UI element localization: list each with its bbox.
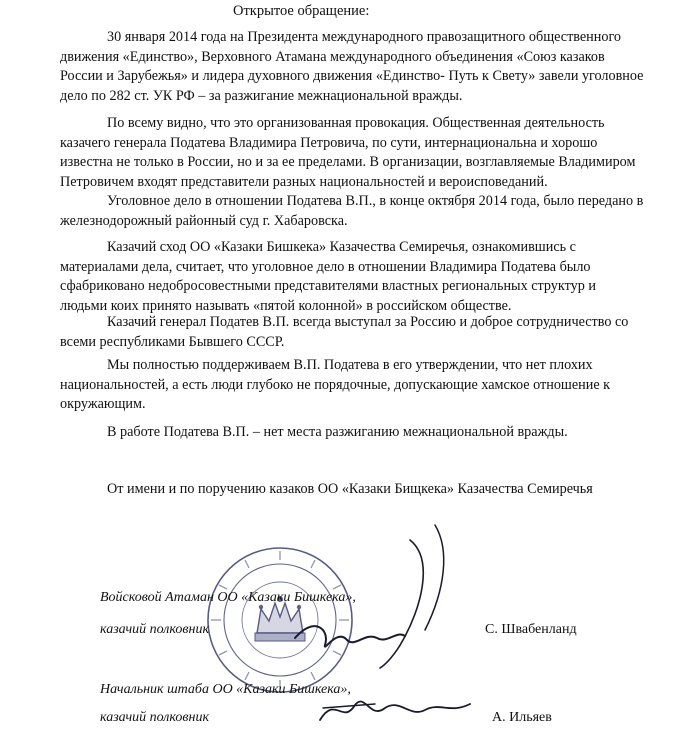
paragraph-5: Казачий генерал Податев В.П. всегда выступал за Россию и доброе сотрудничество со всеми республиками Бывшего СССР. xyxy=(60,314,629,350)
second-signer-name: А. Ильяев xyxy=(492,710,552,725)
paragraph-4: Казачий сход ОО «Казаки Бишкека» Казачества Семиречья, ознакомившись с материалами дела, считает, что уголовное дело в отношении Владимира Податева было сфабриковано недобросовестными представителями властных региональных структур и людьми коих принято называть «пятой колонной» в российском обществе. xyxy=(60,239,596,314)
paragraph-2: По всему видно, что это организованная провокация. Общественная деятельность казачего генерала Податева Владимира Петровича, по сути, интернациональна и хорошо известна не только в России, но и за ее пределами. В организации, возглавляемые Владимиром Петровичем входят представители разных национальностей и вероисповеданий. xyxy=(60,115,636,190)
second-signer-rank: казачий полковник xyxy=(100,710,209,725)
paragraph-1: 30 января 2014 года на Президента международного правозащитного общественного движения «Единство», Верховного Атамана международного объединения «Союз казаков России и Зарубежья» и лидера духовного движения «Единство- Путь к Свету» завели уголовное дело по 282 ст. УК РФ – за разжигание межнациональной вражды. xyxy=(60,29,644,104)
first-signer-rank: казачий полковник xyxy=(100,622,209,637)
paragraph-3: Уголовное дело в отношении Податева В.П., в конце октября 2014 года, было передано в железнодорожный районный суд г. Хабаровска. xyxy=(60,193,644,229)
document-title: Открытое обращение: xyxy=(233,3,370,19)
paragraph-7: В работе Податева В.П. – нет места разжиганию межнациональной вражды. xyxy=(107,424,568,440)
paragraph-6: Мы полностью поддерживаем В.П. Податева в его утверждении, что нет плохих национальностей, а есть люди глубоко не порядочные, допускающие хамское отношение к окружающим. xyxy=(60,357,611,412)
second-signer-position: Начальник штаба ОО «Казаки Бишкека», xyxy=(100,682,351,697)
first-signer-name: С. Швабенланд xyxy=(485,622,577,637)
first-signer-position: Войсковой Атаман ОО «Казаки Бишкека», xyxy=(100,590,356,605)
closing-line: От имени и по поручению казаков ОО «Казаки Бищкека» Казачества Семиречья xyxy=(107,481,593,497)
first-handwritten-signature xyxy=(285,520,465,670)
second-handwritten-signature xyxy=(315,690,475,730)
